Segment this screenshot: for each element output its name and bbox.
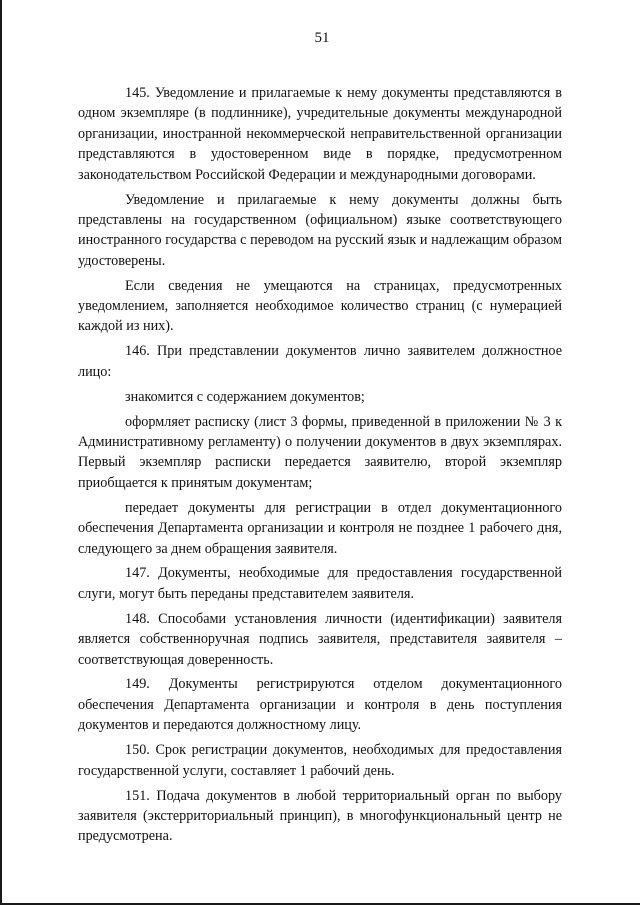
paragraph-146: 146. При представлении документов лично заявителем должностное лицо: <box>78 343 562 380</box>
paragraph-151: 151. Подача документов в любой территориальный орган по выбору заявителя (экстерриториальный принцип), в многофункциональный центр не предусмотрена. <box>78 787 562 845</box>
paragraph-146-item-2: оформляет расписку (лист 3 формы, приведенной в приложении № 3 к Административному регламенту) о получении документов в двух экземплярах. Первый экземпляр расписки передается заявителю, второй экземпляр приобщается к принятым документам; <box>78 413 562 491</box>
paragraph-146-item-3: передает документы для регистрации в отдел документационного обеспечения Департамента организации и контроля не позднее 1 рабочего дня, следующего за днем обращения заявителя. <box>78 499 562 557</box>
paragraph-147: 147. Документы, необходимые для предоставления государственной слуги, могут быть переданы представителем заявителя. <box>78 565 562 602</box>
paragraph-149: 149. Документы регистрируются отделом документационного обеспечения Департамента организации и контроля в день поступления документов и передаются должностному лицу. <box>78 676 562 734</box>
page-number: 51 <box>314 30 330 46</box>
paragraph-146-item-1: знакомится с содержанием документов; <box>125 388 365 405</box>
document-body <box>78 83 562 847</box>
paragraph-notice-language: Уведомление и прилагаемые к нему документы должны быть представлены на государственном (официальном) языке соответствующего иностранного государства с переводом на русский язык и надлежащим образом удостоверены. <box>78 191 562 269</box>
paragraph-extra-pages: Если сведения не умещаются на страницах, предусмотренных уведомлением, заполняется необходимое количество страниц (с нумерацией каждой из них). <box>78 277 562 335</box>
paragraph-145: 145. Уведомление и прилагаемые к нему документы представляются в одном экземпляре (в подлиннике), учредительные документы международной организации, иностранной некоммерческой неправительственной организации представляются в удостоверенном виде в порядке, предусмотренном законодательством Российской Федерации и международными договорами. <box>78 85 562 183</box>
paragraph-150: 150. Срок регистрации документов, необходимых для предоставления государственной услуги, составляет 1 рабочий день. <box>78 742 562 779</box>
paragraph-148: 148. Способами установления личности (идентификации) заявителя является собственноручная подпись заявителя, представителя заявителя – соответствующая доверенность. <box>78 610 562 668</box>
